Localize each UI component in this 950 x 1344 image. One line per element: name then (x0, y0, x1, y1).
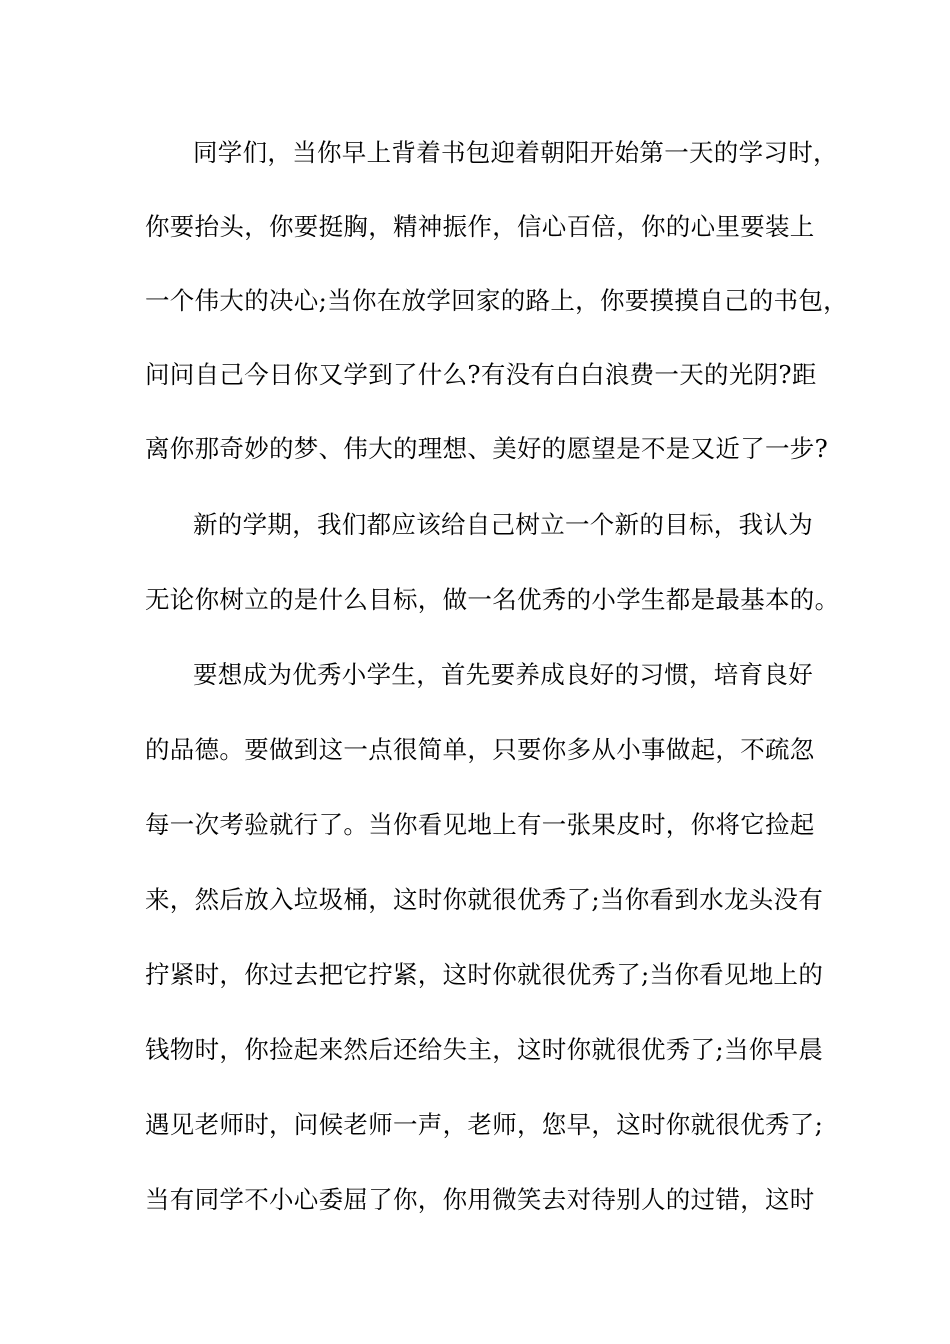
paragraph-3-line-3: 每一次考验就行了。当你看见地上有一张果皮时，你将它捡起 (145, 810, 815, 839)
paragraph-3-line-1: 要想成为优秀小学生，首先要养成良好的习惯，培育良好 (193, 660, 813, 689)
paragraph-1-line-4: 问问自己今日你又学到了什么?有没有白白浪费一天的光阴?距 (145, 360, 817, 389)
paragraph-1-line-3: 一个伟大的决心;当你在放学回家的路上，你要摸摸自己的书包， (145, 286, 848, 315)
paragraph-3-line-6: 钱物时，你捡起来然后还给失主，这时你就很优秀了;当你早晨 (145, 1035, 824, 1064)
paragraph-1-line-2: 你要抬头，你要挺胸，精神振作，信心百倍，你的心里要装上 (145, 212, 815, 241)
paragraph-1-line-5: 离你那奇妙的梦、伟大的理想、美好的愿望是不是又近了一步? (145, 434, 829, 463)
paragraph-3-line-7: 遇见老师时，问候老师一声，老师，您早，这时你就很优秀了; (145, 1110, 824, 1139)
paragraph-3-line-5: 拧紧时，你过去把它拧紧，这时你就很优秀了;当你看见地上的 (145, 960, 824, 989)
paragraph-3-line-8: 当有同学不小心委屈了你，你用微笑去对待别人的过错，这时 (145, 1185, 815, 1214)
paragraph-1-line-1: 同学们，当你早上背着书包迎着朝阳开始第一天的学习时， (193, 138, 838, 167)
paragraph-2-line-1: 新的学期，我们都应该给自己树立一个新的目标，我认为 (193, 510, 813, 539)
paragraph-2-line-2: 无论你树立的是什么目标，做一名优秀的小学生都是最基本的。 (145, 585, 840, 614)
paragraph-3-line-4: 来，然后放入垃圾桶，这时你就很优秀了;当你看到水龙头没有 (145, 885, 824, 914)
paragraph-3-line-2: 的品德。要做到这一点很简单，只要你多从小事做起，不疏忽 (145, 735, 815, 764)
